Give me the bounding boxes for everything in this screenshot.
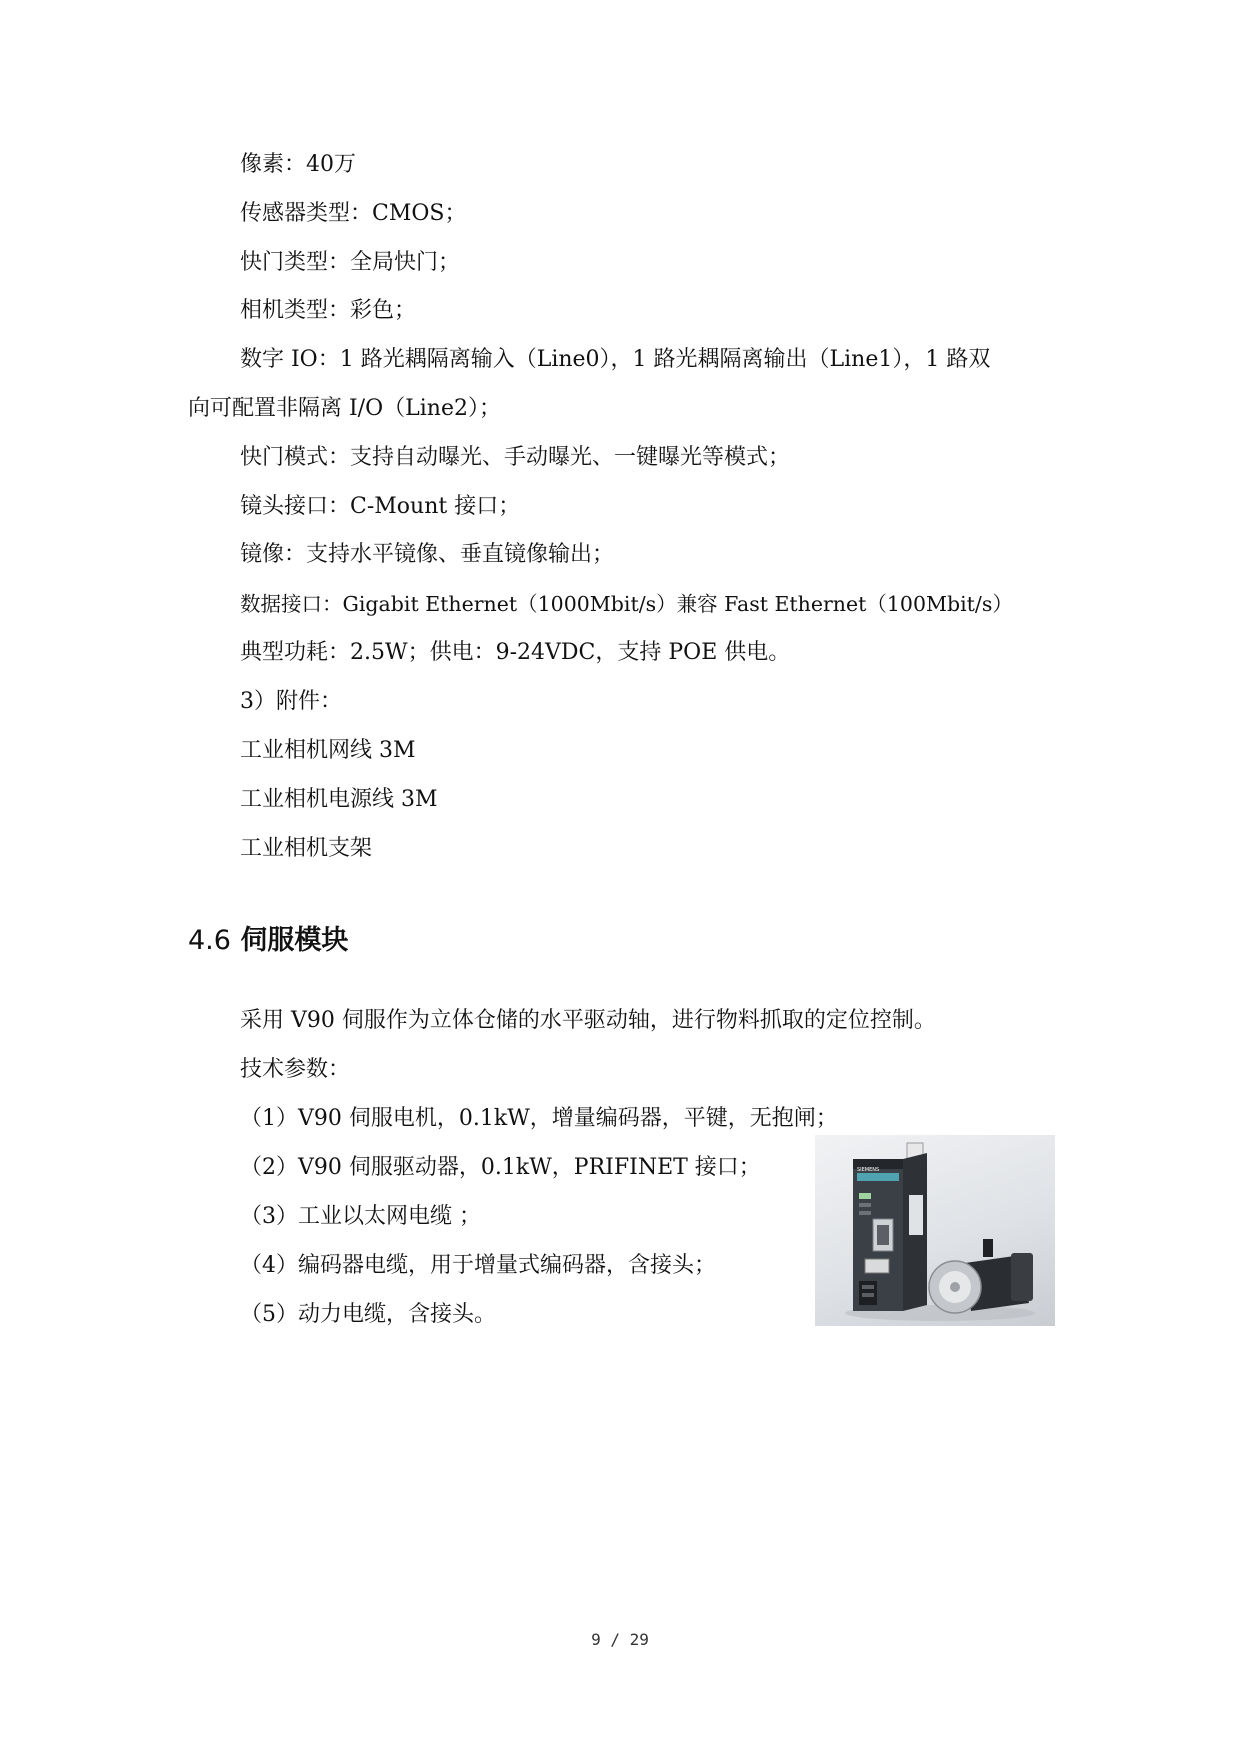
servo-drive-and-motor-illustration	[815, 1135, 1055, 1326]
param-item: （5）动力电缆，含接头。	[240, 1302, 496, 1327]
spec-sensor: 传感器类型：CMOS；	[240, 201, 467, 226]
spec-digital-io: 数字 IO：1 路光耦隔离输入（Line0），1 路光耦隔离输出（Line1），1 路双	[240, 347, 991, 372]
servo-product-image	[815, 1135, 1055, 1326]
param-item: （1）V90 伺服电机，0.1kW，增量编码器，平键，无抱闸；	[240, 1106, 838, 1131]
section-title: 伺服模块	[240, 925, 349, 956]
spec-shutter: 快门类型：全局快门；	[240, 250, 461, 275]
spec-camera-type: 相机类型：彩色；	[240, 298, 417, 323]
accessories-heading: 3）附件：	[240, 689, 342, 714]
param-item: （3）工业以太网电缆 ；	[240, 1204, 481, 1229]
param-item: （2）V90 伺服驱动器，0.1kW，PRIFINET 接口；	[240, 1155, 761, 1180]
spec-lens: 镜头接口：C-Mount 接口；	[240, 494, 521, 519]
section-number: 4.6	[188, 925, 231, 956]
spec-mirror: 镜像：支持水平镜像、垂直镜像输出；	[240, 542, 615, 567]
section-heading	[188, 923, 348, 959]
accessory-item: 工业相机电源线 3M	[240, 787, 438, 812]
accessory-item: 工业相机网线 3M	[240, 738, 416, 763]
spec-power: 典型功耗：2.5W；供电：9-24VDC，支持 POE 供电。	[240, 640, 791, 665]
param-item: （4）编码器电缆，用于增量式编码器，含接头；	[240, 1253, 716, 1278]
page-number: 9 / 29	[591, 1630, 649, 1649]
section-intro: 采用 V90 伺服作为立体仓储的水平驱动轴，进行物料抓取的定位控制。	[240, 1008, 936, 1033]
accessory-item: 工业相机支架	[240, 836, 373, 861]
spec-pixels: 像素：40万	[240, 152, 356, 177]
spec-shutter-mode: 快门模式：支持自动曝光、手动曝光、一键曝光等模式；	[240, 445, 791, 470]
params-label: 技术参数：	[240, 1057, 351, 1082]
brand-logo-text: SIEMENS	[857, 1167, 880, 1173]
spec-data-interface: 数据接口：Gigabit Ethernet（1000Mbit/s）兼容 Fast Ethernet（100Mbit/s）	[240, 592, 1013, 616]
spec-digital-io-cont: 向可配置非隔离 I/O（Line2）；	[188, 396, 501, 421]
